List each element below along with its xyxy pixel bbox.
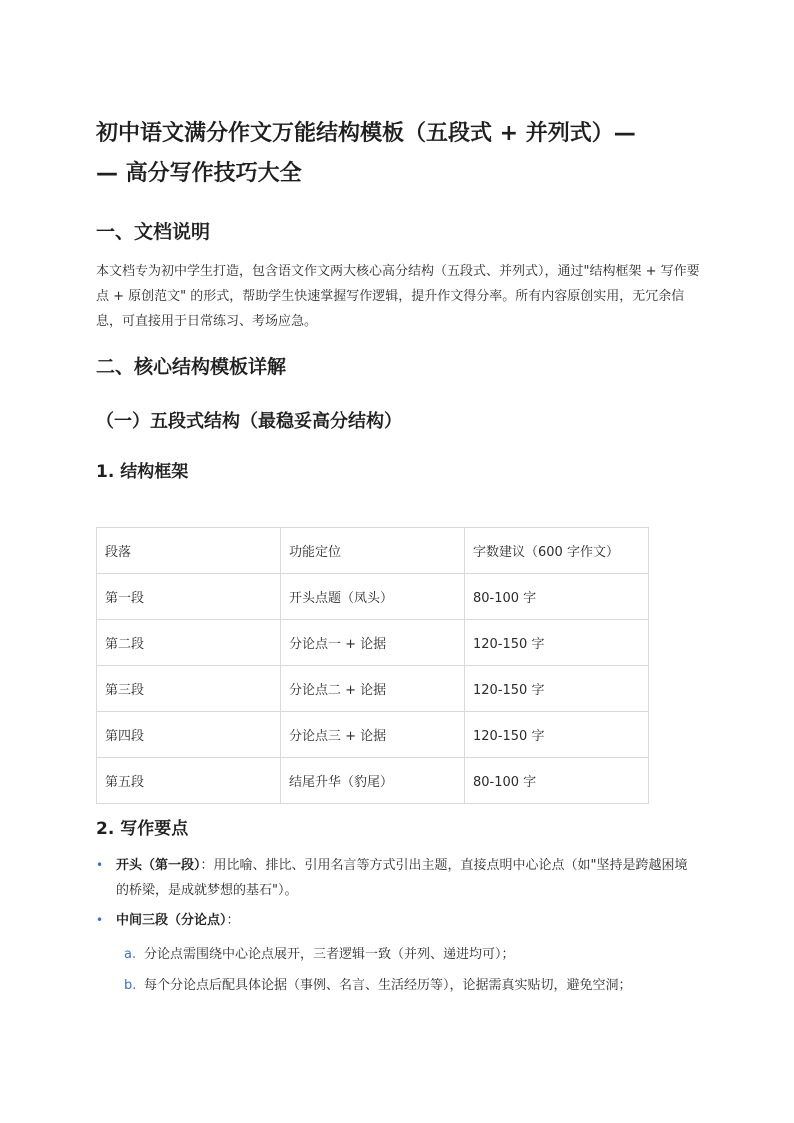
bullet-dot-icon: • [96,913,104,927]
table-cell: 第二段 [97,620,281,666]
table-cell: 分论点一 + 论据 [281,620,465,666]
sub-item-a [124,942,696,967]
sub-item-text: 每个分论点后配具体论据（事例、名言、生活经历等），论据需真实贴切，避免空洞； [144,978,632,993]
table-row [97,620,649,666]
table-cell: 80-100 字 [465,758,649,804]
framework-heading: 1. 结构框架 [96,462,189,482]
bullet-body: ：用比喻、排比、引用名言等方式引出主题，直接点明中心论点（如"坚持是跨越困境的桥梁，是成就梦想的基石"）。 [116,858,688,898]
table-row [97,758,649,804]
document-title [96,114,696,194]
bullet-label: 中间三段（分论点） [116,913,227,928]
table-cell: 120-150 字 [465,712,649,758]
title-line-1: 初中语文满分作文万能结构模板（五段式 + 并列式）— [96,121,636,146]
sub-item-letter: b. [124,978,137,993]
table-row [97,712,649,758]
subsection-heading-five-paragraph: （一）五段式结构（最稳妥高分结构） [96,411,402,432]
description-paragraph: 本文档专为初中学生打造，包含语文作文两大核心高分结构（五段式、并列式），通过"结构框架 + 写作要点 + 原创范文" 的形式，帮助学生快速掌握写作逻辑，提升作文得分率。所有内容原创实用，无冗余信息，可直接用于日常练习、考场应急。 [96,264,700,329]
bullet-dot-icon: • [96,858,104,872]
table-header-row [97,528,649,574]
section-heading-description: 一、文档说明 [96,221,211,243]
table-header-cell: 字数建议（600 字作文） [465,528,649,574]
table-cell: 第三段 [97,666,281,712]
table-cell: 120-150 字 [465,666,649,712]
section-heading-templates: 二、核心结构模板详解 [96,356,287,378]
table-header-cell: 功能定位 [281,528,465,574]
table-cell: 分论点二 + 论据 [281,666,465,712]
sub-item-b [124,973,696,1023]
bullet-text [116,908,700,933]
bullet-body: ： [226,913,240,928]
table-cell: 80-100 字 [465,574,649,620]
bullet-item-middle [96,908,700,933]
table-cell: 分论点三 + 论据 [281,712,465,758]
title-line-2: — 高分写作技巧大全 [96,161,302,186]
table-cell: 开头点题（凤头） [281,574,465,620]
table-row [97,666,649,712]
table-cell: 第一段 [97,574,281,620]
bullet-text [116,853,700,903]
bullet-label: 开头（第一段） [116,858,201,873]
table-cell: 120-150 字 [465,620,649,666]
bullet-item-opening [96,853,700,903]
structure-table [96,527,649,804]
table-row [97,574,649,620]
table-cell: 第五段 [97,758,281,804]
table-cell: 第四段 [97,712,281,758]
sub-item-letter: a. [124,947,137,962]
writing-points-heading: 2. 写作要点 [96,819,189,839]
table-header-cell: 段落 [97,528,281,574]
sub-item-text: 分论点需围绕中心论点展开，三者逻辑一致（并列、递进均可）； [144,947,515,962]
table-cell: 结尾升华（豹尾） [281,758,465,804]
